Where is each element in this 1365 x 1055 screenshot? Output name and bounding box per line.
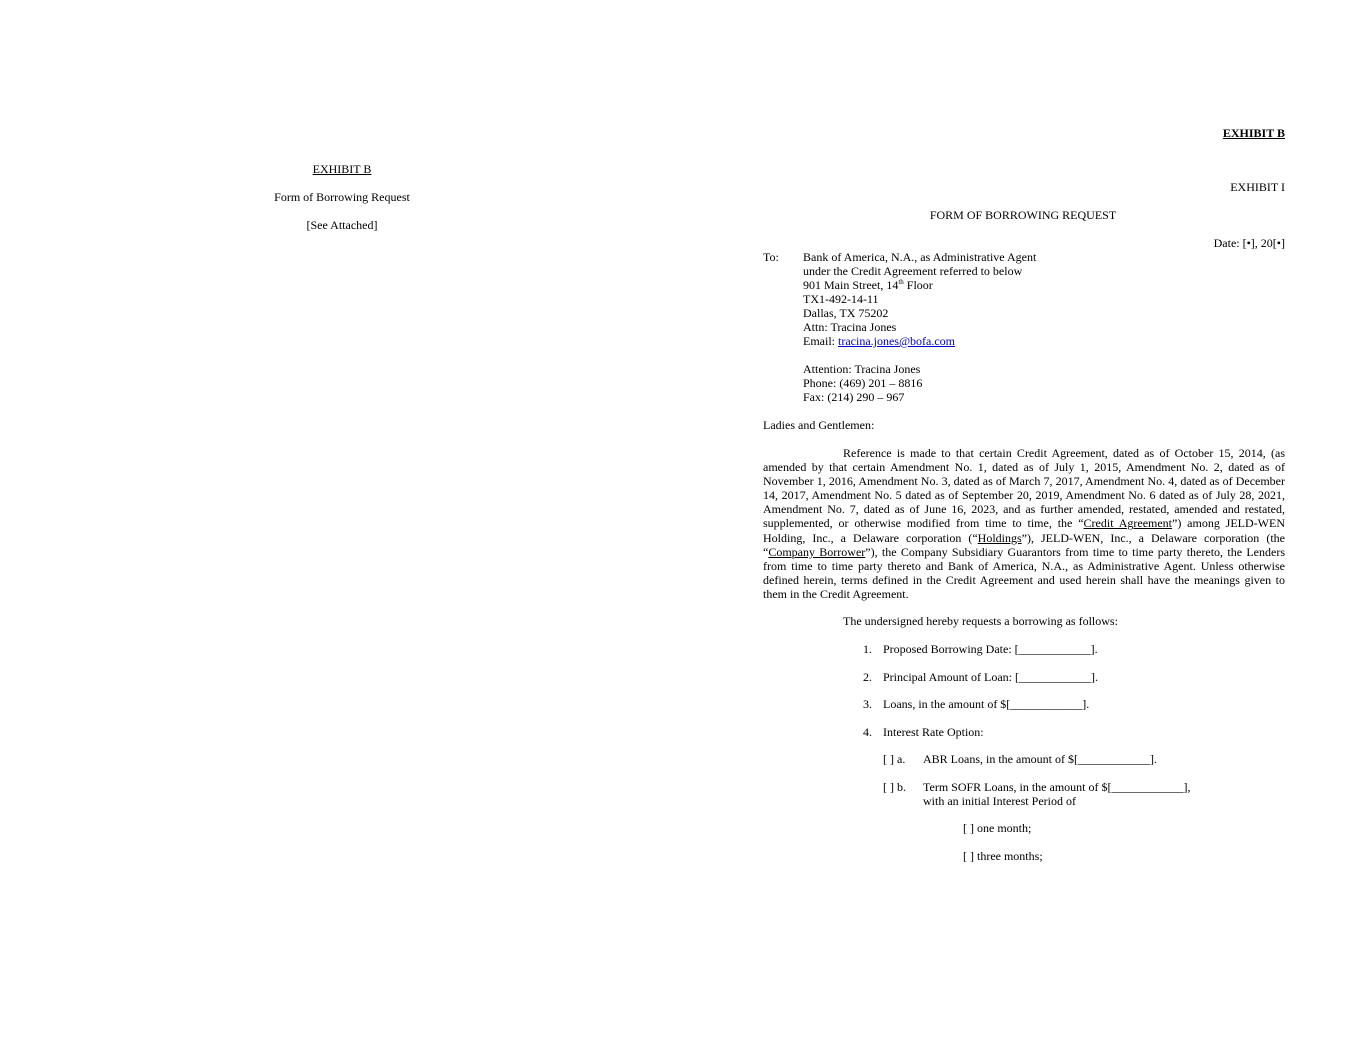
address-line-2: under the Credit Agreement referred to below [803, 264, 1023, 278]
address-line-6: Attn: Tracina Jones [803, 320, 897, 334]
reference-part-3: ”), JELD-WEN, Inc., a Delaware corporation (the “ [763, 530, 1285, 559]
abr-loans-line: ABR Loans, in the amount of $[____________]. [923, 752, 1157, 766]
term-company-borrower: Company Borrower [768, 544, 866, 559]
option-checkbox-b[interactable]: [ ] b. [883, 780, 906, 794]
address-line-3 [803, 278, 933, 292]
address-line-5: Dallas, TX 75202 [803, 306, 889, 320]
address-line-1: Bank of America, N.A., as Administrative Agent [803, 250, 1037, 264]
term-credit-agreement: Credit Agreement [1083, 516, 1173, 531]
principal-amount-line: Principal Amount of Loan: [____________]. [883, 670, 1098, 684]
term-holdings: Holdings [977, 530, 1022, 545]
address-sup: th [898, 278, 904, 286]
salutation: Ladies and Gentlemen: [763, 418, 875, 432]
email-label: Email: [803, 334, 838, 348]
to-label: To: [763, 250, 779, 264]
exhibit-header: EXHIBIT B [1222, 126, 1285, 140]
loans-amount-line: Loans, in the amount of $[____________]. [883, 697, 1090, 711]
address-email-line [803, 334, 955, 348]
address-floor: Floor [903, 278, 933, 292]
reference-paragraph [763, 446, 1285, 601]
address-street: 901 Main Street, 14 [803, 278, 899, 292]
fax-line: Fax: (214) 290 – 967 [803, 390, 905, 404]
left-form-title: Form of Borrowing Request [274, 190, 410, 204]
address-line-4: TX1-492-14-11 [803, 292, 879, 306]
reference-part-2: ”) among JELD-WEN Holding, Inc., a Delaware corporation (“ [763, 516, 1285, 545]
exhibit-sub: EXHIBIT I [1230, 180, 1285, 194]
phone-line: Phone: (469) 201 – 8816 [803, 376, 923, 390]
form-title: FORM OF BORROWING REQUEST [929, 208, 1117, 222]
item-number: 4. [863, 725, 872, 739]
left-see-attached: [See Attached] [306, 218, 378, 232]
interest-period-line: with an initial Interest Period of [923, 794, 1076, 808]
reference-part-1: Reference is made to that certain Credit Agreement, dated as of October 15, 2014, (as amended by that certain Amendment No. 1, dated as of July 1, 2015, Amendment No. 2, dated as of November 1, 2016, Amendment No. 3, dated as of March 7, 2017, Amendment No. 4, dated as of December 14, 2017, Amendment No. 5 dated as of September 20, 2019, Amendment No. 6 dated as of July 28, 2021, Amendment No. 7, dated as of June 16, 2023, and as further amended, restated, amended and restated, supplemented, or otherwise modified from time to time, the “ [763, 446, 1285, 531]
email-link[interactable]: tracina.jones@bofa.com [838, 334, 956, 348]
request-intro: The undersigned hereby requests a borrowing as follows: [843, 614, 1118, 628]
term-sofr-loans-line: Term SOFR Loans, in the amount of $[____________], [923, 780, 1191, 794]
item-number: 3. [863, 697, 872, 711]
item-number: 1. [863, 642, 872, 656]
reference-part-4: ”), the Company Subsidiary Guarantors from time to time party thereto, the Lenders from time to time party thereto and Bank of America, N.A., as Administrative Agent. Unless otherwise defined herein, terms defined in the Credit Agreement and used herein shall have the meanings given to them in the Credit Agreement. [763, 544, 1285, 601]
interest-rate-option-line: Interest Rate Option: [883, 725, 984, 739]
period-three-months[interactable]: [ ] three months; [963, 849, 1043, 863]
left-exhibit-label: EXHIBIT B [312, 162, 372, 176]
proposed-borrowing-date-line: Proposed Borrowing Date: [____________]. [883, 642, 1098, 656]
item-number: 2. [863, 670, 872, 684]
period-one-month[interactable]: [ ] one month; [963, 821, 1032, 835]
date-line: Date: [•], 20[•] [1213, 236, 1285, 250]
attention-line: Attention: Tracina Jones [803, 362, 921, 376]
option-checkbox-a[interactable]: [ ] a. [883, 752, 906, 766]
